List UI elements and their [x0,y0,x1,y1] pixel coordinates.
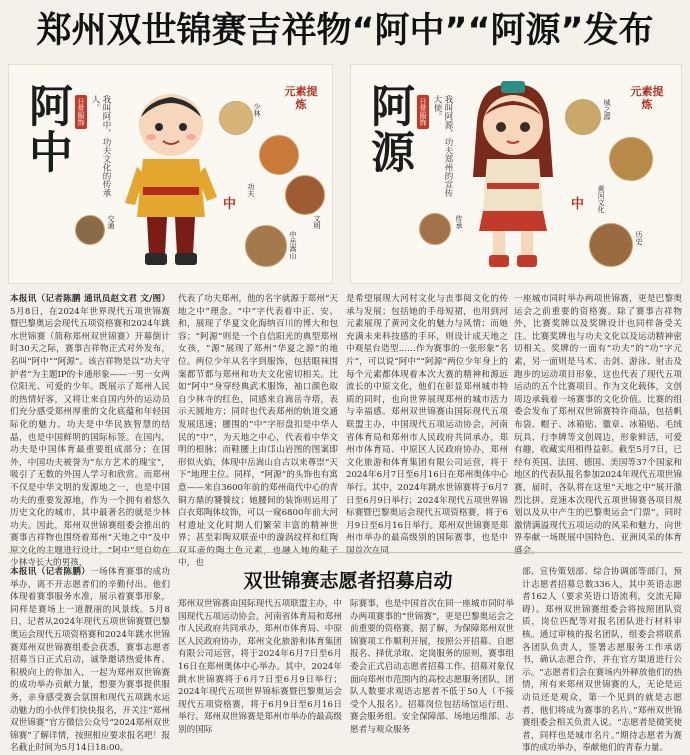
article2-column-4: 部、宣传策划部、综合协调部等部门，预计志愿者招募总数336人，其中英语志愿者162人（要求英语口语流利，交流无障碍）。郑州双世锦赛组委会将按照团队资质，岗位匹配等对报名团队进行材料审核。通过审核的报名团队，组委会将联系各团队负责人，签署志愿服务工作承诺书，确认志愿合作，并在官方渠道进行公示。“志愿者们会在赛场内外释放他们的热情，所有来郑州双世锦赛的人，无论是运动员还是观众，第一个见到的就是志愿者，他们将成为赛事的名片。”郑州双世锦赛组委会相关负责人说。“志愿者是微笑使者，同样也是城市名片。”期待志愿者为赛事的成功举办，奉献他们的青春力量。 [522,567,682,754]
element-label-city-origin: 城之源 [603,99,611,120]
article1-column-4: 一座城市同时举办两项世锦赛，更是巴黎奥运会之前重要的资格赛。除了赛事吉祥物外，比赛奖牌以及奖牌设计也同样备受关注。比赛奖牌也与功夫文化以及运动精神密切相关。奖牌的一面有“功夫”的“功”字元素，另一面则是马术、击剑、游泳、射击及跑步的运动项目形象，这也代表了现代五项运动的五个比赛项目。作为文化载体，文创周边承载着一场赛事的文化价值。比赛的组委会发布了郑州双世锦赛特许商品，包括帆布袋、帽子、冰箱贴、徽章、冰箱贴、毛绒玩具、行李牌等文创周边，形象鲜活，可爱有趣，收藏实用相得益彰。截至5月7日，已经有英国、法国、德国、美国等37个国家和地区的代表队报名参加2024年现代五项世锦赛，届时，各队将在这里“天地之中”展开激烈比拼。竞速本次现代五项世锦赛各项目规划以及从中产生的巴黎奥运会“门票”，同时激情满溢现代五项运动的风采和魅力，向世界奉献一场既展中国特色、亚洲风采的体育盛会。 [514,294,682,556]
element-city-origin-image [565,99,601,135]
article2-headline: 双世锦赛志愿者招募启动 [243,570,453,592]
article2-column-3: 际赛事，也是中国首次在同一座城市同时举办两项赛事的“世锦赛”，更是巴黎奥运会之前重要的资格赛。据了解，为保障郑州双世锦赛项工作顺利开展，按照公开招募、自愿报名、择优录取、定岗服务的原则，赛事组委会正式启动志愿者招募工作。招募对象仅面向郑州市范围内的高校志愿服务团队，团队人数要求观语志愿者不低于50人（不接受个人报名）。招募岗位包括场馆运行组、赛会服务组、安全保障部、场地运维部、志愿者与观众服务 [350,599,514,735]
element-civilization-image [285,175,325,215]
mascot-name-azhong: 阿中 [21,83,72,175]
element-transport-image [75,215,105,245]
element-label-songshan: 中岳嵩山 [289,231,297,259]
element-kungfu-image [259,135,299,175]
article2-lead: 本报讯（记者陈鹏） [10,567,91,577]
mascot-intro-ayuan: 我叫阿源，功夫郑州的宣传大使。 [432,95,453,197]
zhong-glyph-left: 中 [223,197,237,212]
element-label-history: 历史 [635,231,643,245]
article1-column-2: 代表了功夫郑州，他的名字就源于郑州“天地之中”理念。“中”字代表着中正、安、和，展现了华夏文化海纳百川的博大和包容；“阿源”则是一个自信阳光的典型郑州女孩，“源”展现了郑州“华夏之源”的地位。两位少年从名字到服饰，包括眼袜围案都节都与郑州和功夫文化密切相关。比如“阿中”身穿经典武术服饰，袖口颜色取自少林寺的红色，同感来自嵩岳寺塔，表示天圆地方；同时也代表郑州的轨道交通发展迅速；腰围的“中”字形盘扣是中华人民的“中”，为天地之中心，代表着中华文明的根脉；而鞋腰上由邙山岩图的图案即形似火焰，体现中岳嵩山自古以来尊崇“天下”地理主位。同样，“阿源”的头饰也有寓意——来自3600年前的郑州商代中心的青铜方鼎的饕餮纹；她腰间的装饰则运用了白衣郑陶体纹饰，可以一窥6800年前大河村遗址文化时期人们繁荣丰富的精神世界；甚至彩陶双联壶中的漩涡纹样和红陶双耳壶的陶土色元素，也融入她的鞋子中，也 [178,294,338,569]
mascot-tag-azhong: 日常服饰 [75,95,87,129]
element-label-civilization: 文明 [313,215,321,229]
element-yellow-river-image [609,137,653,181]
mascot-illustration-azhong [121,87,221,277]
element-inheritance-image [419,213,451,245]
mascot-intro-azhong: 我叫阿中，功夫文化的传承人。 [90,95,111,197]
article1-text-1: 5月8日，在2024年世界现代五项世锦赛暨巴黎奥运会现代五项资格赛和2024年跳水世锦赛（简称郑州双世锦赛）开幕倒计时30天之际，赛事吉祥物正式对外发布，名叫“阿中”“阿源”。该吉祥物是以“功夫守护者”为主题IP的卡通形象——一男一女两位阳光、可爱的少年。既展示了郑州人民的热情好客，又将让来自国内外的运动员们充分感受郑州厚重的文化底蕴和年轻国际化的魅力。功夫是中华民族智慧的结晶，也是中国鲜明的国际标签。在国内，功夫是中国体育最重要组成部分；在国外，中国功夫被誉为“东方艺术的瑰宝”，吸引了无数的外国人学习和欣赏。而郑州不仅是中华文明的发源地之一，也是中国功夫的重要发源地，作为一个拥有着悠久历史文化的城市，其中最著名的就是少林功夫。因此，郑州双世锦赛组委会推出的赛事吉祥物也围绕着郑州“天地之中”及中原文化的主题进行设计。“阿中”是自幼在少林寺长大的男孩， [10,306,170,569]
article1-lead: 本报讯（记者陈鹏 通讯员赵文君 文/图） [10,294,170,304]
element-label-kungfu: 功夫 [247,183,255,197]
page-headline: 郑州双世锦赛吉祥物“阿中”“阿源”发布 [36,11,654,51]
element-label-transport: 交通 [107,215,115,229]
mascot-panel-ayuan [350,64,682,284]
zhong-glyph-right: 中 [571,197,585,212]
elements-title-azhong: 元素提炼 [284,85,318,111]
section-divider [8,552,682,553]
mascot-tag-ayuan: 日常服饰 [417,95,429,129]
element-label-yellow-river: 黄河文化 [597,185,605,213]
elements-title-ayuan: 元素提炼 [630,85,664,111]
element-label-shaolin: 少林 [253,103,261,117]
article1-column-3: 是希望展现大河村文化与丧事阅文化的传承与发展；包括她的手母短裙，也用到河元素展现了黄河文化的魅力与风情；而她充满未来科技感的手环，则设计成天地之中观星台造型……作为赛事的一张形象“名片”，可以说“阿中”“阿源”两位少年身上的每个元素都体现着本次大赛的精神和源远流长的中原文化，他们在彰显郑州城市特质的同时，也向世界展现郑州的城市活力与幸福感。郑州双世锦赛由国际现代五项联盟主办，中国现代五项运动协会，河南省体育局和郑州市人民政府共同承办，郑州市体育局、中原区人民政府协办，郑州文化旅游和体育集团有限公司运营，将于2024年6月7日至6月16日在郑州奥体中心举行。其中，2024年跳水世锦赛将于6月7日至6月9日举行；2024年现代五项世界锦标赛暨巴黎奥运会现代五项资格赛，将于6月9日至6月16日举行。郑州双世锦赛是郑州市举办的最高级别的国际赛事，也是中国首次在同 [346,294,508,556]
mascot-panel-azhong [8,64,333,284]
article1-column-1 [10,293,170,569]
element-songshan-image [245,225,287,267]
mascot-illustration-ayuan [463,81,563,277]
article2-column-2: 郑州双世锦赛由国际现代五项联盟主办，中国现代五项运动协会，河南省体育局和郑州市人民政府共同承办，郑州市体育局、中原区人民政府协办，郑州文化旅游和体育集团有限公司运营，将于2024年6月7日至6月16日在郑州奥体中心举办。其中，2024年跳水世锦赛将于6月7日至6月9日举行；2024年现代五项世界锦标赛暨巴黎奥运会现代五项资格赛，将于6月9日至6月16日举行。郑州双世锦赛是郑州市举办的最高级别的国际 [178,599,342,735]
mascot-name-ayuan: 阿源 [363,83,414,175]
article2-column-1 [10,566,170,754]
element-label-inheritance: 传承 [455,215,463,229]
element-history-image [589,223,633,267]
article2-text-1: 一场体育赛事的成功举办，离不开志愿者们的辛勤付出。他们体现着赛事服务水准，展示着赛事形象，同样是赛场上一道靓丽的风景线。5月8日，记者从2024年现代五项世锦赛暨巴黎奥运会现代五项资格赛和2024年跳水世锦赛郑州双世锦赛组委会获悉，赛事志愿者招募当日正式启动，诚挚邀请热爱体育、积极向上的你加入，一起为郑州双世锦赛的成功举办贡献力量，想要为赛事提供服务，亲身感受赛会氛围和现代五项跳水运动魅力的小伙伴们快快报名，开关注“郑州双世锦赛”官方微信公众号“2024郑州双世锦赛”了解详情，按照相应要求报名吧！报名截止时间为5月14日18:00。 [10,567,170,754]
element-shaolin-image [219,101,253,135]
